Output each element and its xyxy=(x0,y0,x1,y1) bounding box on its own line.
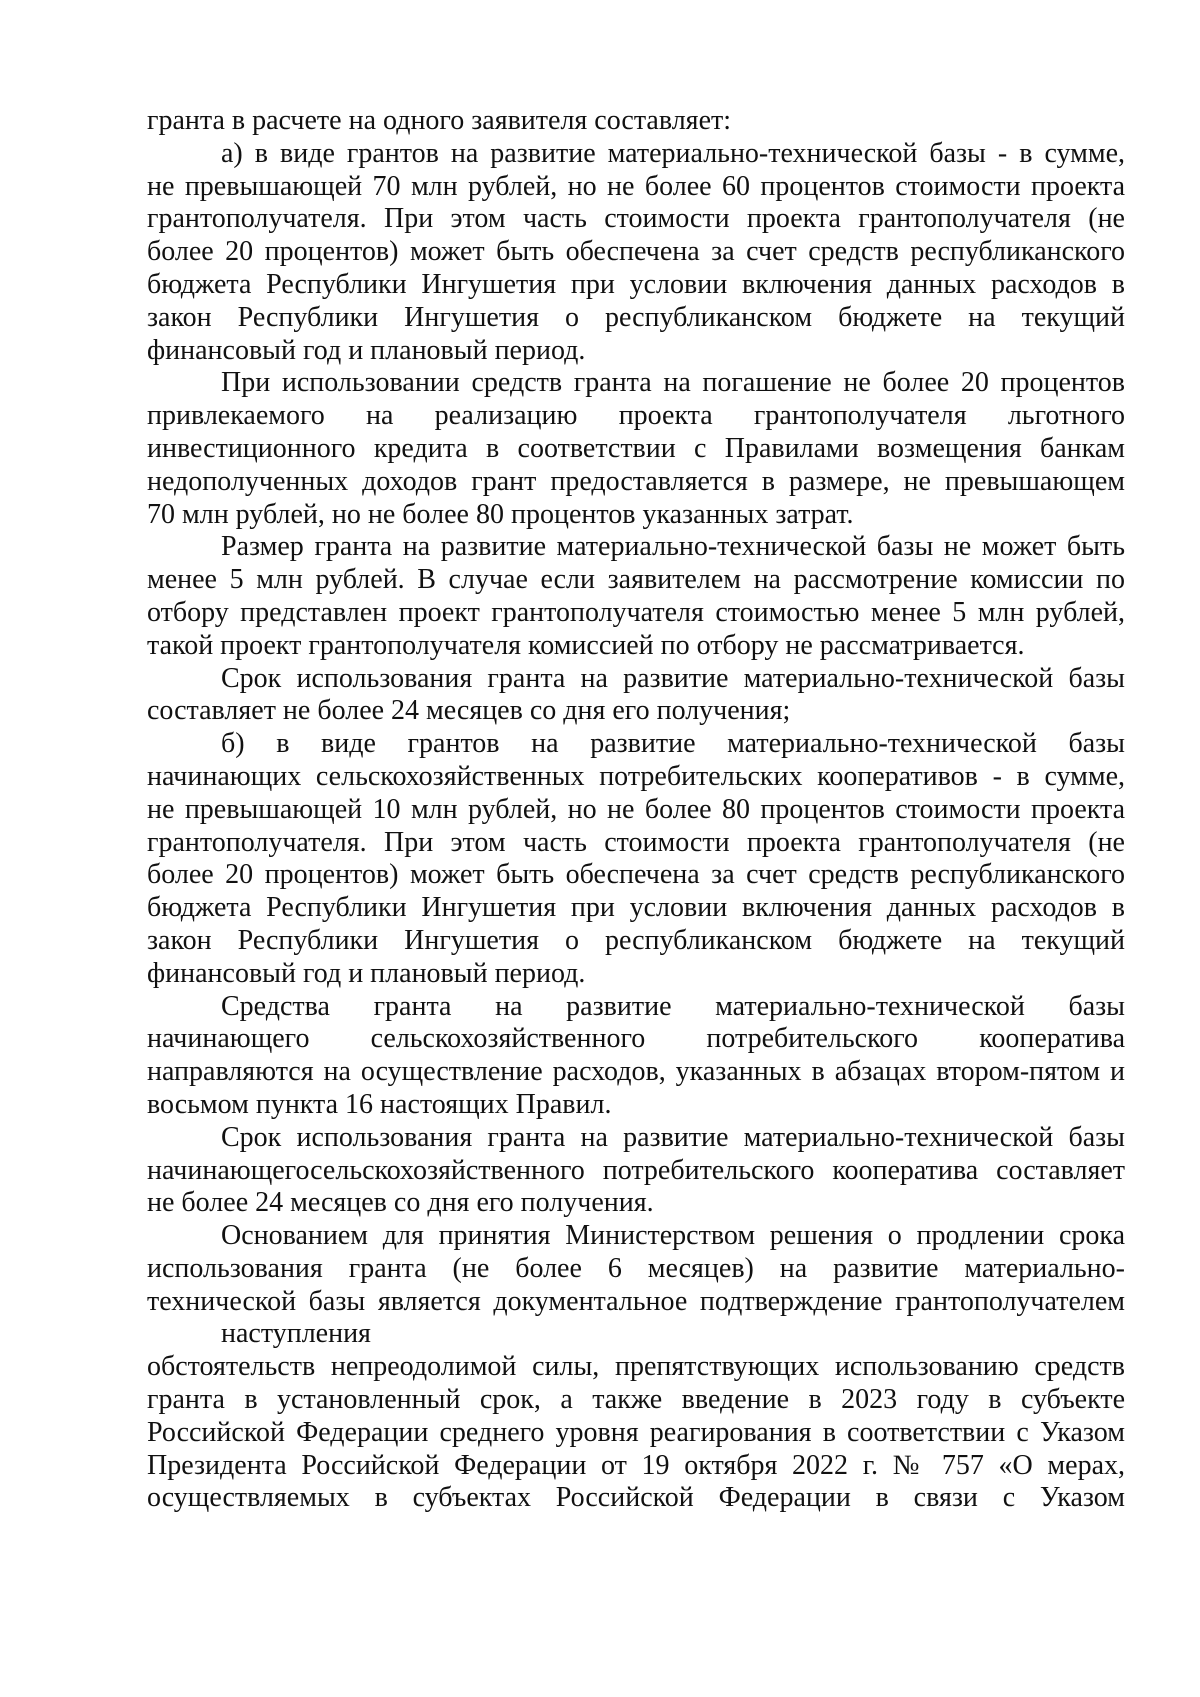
text-line: использования гранта (не более 6 месяцев) на развитие материально- xyxy=(147,1252,1125,1284)
text-line: финансовый год и плановый период. xyxy=(147,957,586,989)
text-line: Российской Федерации среднего уровня реагирования в соответствии с Указом xyxy=(147,1416,1125,1448)
text-line: начинающегосельскохозяйственного потребительского кооператива составляет xyxy=(147,1154,1125,1186)
text-line: отбору представлен проект грантополучателя стоимостью менее 5 млн рублей, xyxy=(147,596,1125,628)
text-line: обстоятельств непреодолимой силы, препятствующих использованию средств xyxy=(147,1351,1125,1383)
text-line: бюджета Республики Ингушетия при условии включения данных расходов в xyxy=(147,892,1125,924)
text-line: 70 млн рублей, но не более 80 процентов указанных затрат. xyxy=(147,498,854,530)
text-line: не превышающей 10 млн рублей, но не более 80 процентов стоимости проекта xyxy=(147,793,1125,825)
text-line: Президента Российской Федерации от 19 октября 2022 г. № 757 «О мерах, xyxy=(147,1449,1125,1481)
text-line: Средства гранта на развитие материально-технической базы xyxy=(221,990,1125,1022)
document-page xyxy=(147,105,1125,1515)
text-line: не превышающей 70 млн рублей, но не более 60 процентов стоимости проекта xyxy=(147,170,1125,202)
text-line: б) в виде грантов на развитие материально-технической базы xyxy=(221,728,1125,760)
text-line: гранта в расчете на одного заявителя составляет: xyxy=(147,105,732,136)
text-line: технической базы является документальное подтверждение грантополучателем xyxy=(147,1285,1125,1317)
text-line: а) в виде грантов на развитие материально-технической базы - в сумме, xyxy=(221,137,1125,169)
text-line: Срок использования гранта на развитие материально-технической базы xyxy=(221,662,1125,694)
text-line: Основанием для принятия Министерством решения о продлении срока xyxy=(221,1220,1125,1252)
text-line: инвестиционного кредита в соответствии с Правилами возмещения банкам xyxy=(147,432,1125,464)
text-line: более 20 процентов) может быть обеспечена за счет средств республиканского xyxy=(147,859,1125,891)
text-line: грантополучателя. При этом часть стоимости проекта грантополучателя (не xyxy=(147,203,1125,235)
text-line: гранта в установленный срок, а также введение в 2023 году в субъекте xyxy=(147,1384,1125,1416)
text-line: начинающих сельскохозяйственных потребительских кооперативов - в сумме, xyxy=(147,760,1125,792)
text-line: такой проект грантополучателя комиссией по отбору не рассматривается. xyxy=(147,629,1025,661)
text-line: недополученных доходов грант предоставляется в размере, не превышающем xyxy=(147,465,1125,497)
text-line: Срок использования гранта на развитие материально-технической базы xyxy=(221,1121,1125,1153)
text-line: более 20 процентов) может быть обеспечена за счет средств республиканского xyxy=(147,236,1125,268)
text-line: закон Республики Ингушетия о республиканском бюджете на текущий xyxy=(147,924,1125,956)
text-line: Размер гранта на развитие материально-технической базы не может быть xyxy=(221,531,1125,563)
text-line: не более 24 месяцев со дня его получения. xyxy=(147,1187,654,1219)
text-line: начинающего сельскохозяйственного потребительского кооператива xyxy=(147,1023,1125,1055)
text-line: наступления xyxy=(221,1318,371,1350)
text-line: менее 5 млн рублей. В случае если заявителем на рассмотрение комиссии по xyxy=(147,564,1125,596)
text-line: восьмом пункта 16 настоящих Правил. xyxy=(147,1088,612,1120)
text-line: направляются на осуществление расходов, указанных в абзацах втором-пятом и xyxy=(147,1056,1125,1088)
text-line: закон Республики Ингушетия о республиканском бюджете на текущий xyxy=(147,301,1125,333)
text-line: привлекаемого на реализацию проекта грантополучателя льготного xyxy=(147,400,1125,432)
text-line: финансовый год и плановый период. xyxy=(147,334,586,366)
text-line: При использовании средств гранта на погашение не более 20 процентов xyxy=(221,367,1125,399)
text-line: бюджета Республики Ингушетия при условии включения данных расходов в xyxy=(147,268,1125,300)
text-line: грантополучателя. При этом часть стоимости проекта грантополучателя (не xyxy=(147,826,1125,858)
text-line: осуществляемых в субъектах Российской Федерации в связи с Указом xyxy=(147,1482,1125,1514)
text-line: составляет не более 24 месяцев со дня его получения; xyxy=(147,695,791,727)
